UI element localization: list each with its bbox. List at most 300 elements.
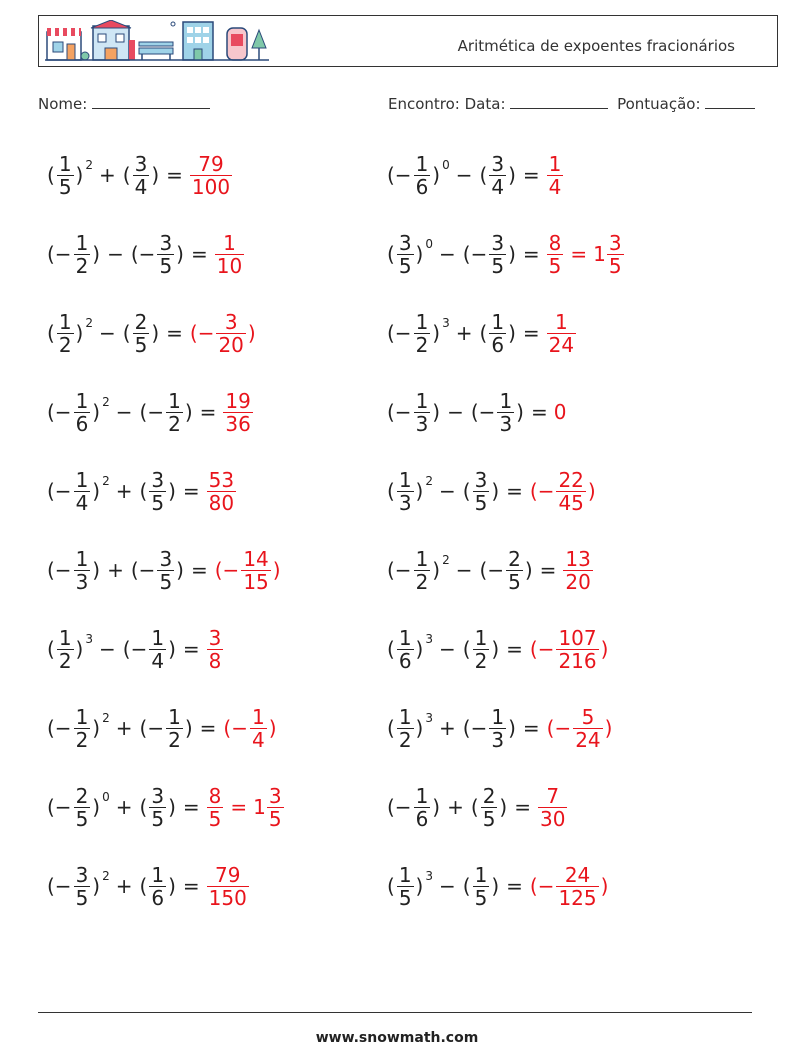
fraction: [74, 785, 91, 830]
close-paren: ): [415, 479, 424, 503]
numerator: 1: [474, 625, 488, 650]
numerator: 5: [581, 704, 595, 729]
close-paren: ): [75, 637, 84, 661]
open-paren: (: [479, 321, 488, 345]
problem: [386, 303, 577, 363]
answer: [206, 864, 250, 909]
numerator: 13: [565, 546, 591, 571]
numerator: 3: [474, 467, 488, 492]
equals-sign: =: [514, 795, 531, 819]
answer: [546, 706, 614, 751]
open-paren: (−: [546, 716, 572, 740]
problem: [46, 382, 254, 442]
close-paren: ): [499, 795, 508, 819]
close-paren: ): [491, 479, 500, 503]
equals-sign: =: [530, 400, 548, 424]
exponent: 3: [85, 632, 93, 646]
answer: [206, 627, 225, 672]
problem: [46, 224, 245, 284]
operator: +: [115, 479, 133, 503]
fraction: [414, 153, 431, 198]
close-paren: ): [176, 558, 184, 582]
open-paren: (: [387, 479, 395, 503]
denominator: 5: [134, 332, 148, 357]
denominator: 150: [208, 885, 247, 910]
equals-sign: =: [182, 795, 200, 819]
fraction: [241, 548, 270, 593]
open-paren: (−: [47, 716, 72, 740]
close-paren: ): [151, 163, 160, 187]
denominator: 20: [565, 569, 591, 594]
open-paren: (: [462, 479, 471, 503]
fraction: [215, 232, 244, 277]
close-paren: ): [432, 400, 441, 424]
fraction: [497, 390, 514, 435]
operator: −: [99, 637, 116, 661]
exponent: 3: [425, 632, 433, 646]
equals-sign: =: [506, 637, 523, 661]
fraction: [74, 706, 91, 751]
numerator: 14: [243, 546, 269, 571]
fraction: [149, 469, 166, 514]
denominator: 5: [398, 885, 412, 910]
problem: [386, 777, 568, 837]
open-paren: (: [139, 795, 148, 819]
operator: −: [439, 637, 456, 661]
fraction: [556, 469, 585, 514]
fraction: [506, 548, 523, 593]
denominator: 5: [159, 253, 173, 278]
numerator: 1: [223, 230, 236, 255]
denominator: 2: [415, 332, 429, 357]
equals-sign: =: [570, 242, 588, 266]
exponent: 2: [102, 395, 110, 409]
numerator: 1: [398, 704, 412, 729]
denominator: 100: [191, 174, 231, 199]
denominator: 2: [415, 569, 429, 594]
numerator: 1: [168, 388, 181, 413]
equals-sign: =: [166, 163, 183, 187]
open-paren: (−: [462, 242, 488, 266]
exponent: 2: [442, 553, 450, 567]
close-paren: ): [168, 795, 176, 819]
equals-sign: =: [182, 479, 200, 503]
exponent: 2: [85, 316, 93, 330]
denominator: 45: [558, 490, 584, 515]
fraction: [397, 864, 414, 909]
denominator: 4: [548, 174, 562, 199]
operator: −: [107, 242, 124, 266]
denominator: 5: [491, 253, 505, 278]
problem: [386, 619, 609, 679]
numerator: 3: [208, 625, 222, 650]
problem: [386, 461, 597, 521]
close-paren: ): [168, 874, 176, 898]
fraction: [489, 706, 506, 751]
open-paren: (−: [122, 637, 148, 661]
open-paren: (: [387, 716, 395, 740]
fraction: [216, 311, 245, 356]
fraction: [250, 706, 267, 751]
open-paren: (−: [479, 558, 505, 582]
mixed-number-answer: [593, 232, 624, 277]
open-paren: (: [462, 874, 471, 898]
open-paren: (−: [223, 716, 248, 740]
open-paren: (−: [130, 242, 156, 266]
open-paren: (−: [387, 558, 412, 582]
close-paren: ): [600, 637, 609, 661]
open-paren: (−: [47, 874, 72, 898]
denominator: 5: [482, 806, 496, 831]
fraction: [207, 785, 224, 830]
close-paren: ): [508, 321, 516, 345]
denominator: 2: [58, 648, 72, 673]
close-paren: ): [92, 795, 101, 819]
fraction: [149, 864, 166, 909]
open-paren: (−: [529, 637, 555, 661]
denominator: 5: [58, 174, 72, 199]
open-paren: (−: [47, 795, 72, 819]
problem: [46, 303, 257, 363]
denominator: 20: [218, 332, 244, 357]
equals-sign: =: [522, 716, 540, 740]
open-paren: (: [470, 795, 479, 819]
answer: [529, 864, 610, 909]
denominator: 3: [499, 411, 513, 436]
answer: [546, 232, 565, 277]
fraction: [223, 390, 252, 435]
answer: [546, 153, 565, 198]
numerator: 3: [398, 230, 412, 255]
numerator: 1: [415, 546, 429, 571]
fraction: [414, 390, 431, 435]
equals-sign: =: [539, 558, 557, 582]
open-paren: (−: [529, 479, 555, 503]
close-paren: ): [92, 874, 101, 898]
fraction: [207, 864, 249, 909]
exponent: 3: [425, 711, 433, 725]
numerator: 3: [491, 151, 505, 176]
worksheet-header: [38, 15, 778, 67]
denominator: 6: [75, 411, 89, 436]
whole-part: 1: [593, 242, 606, 266]
fraction: [267, 785, 284, 830]
denominator: 5: [508, 569, 521, 594]
problem: [386, 382, 566, 442]
numerator: 53: [208, 467, 235, 492]
numerator: 2: [508, 546, 521, 571]
open-paren: (−: [47, 400, 72, 424]
operator: +: [99, 163, 116, 187]
open-paren: (: [139, 874, 148, 898]
operator: +: [439, 716, 456, 740]
denominator: 5: [151, 490, 165, 515]
operator: +: [455, 321, 473, 345]
close-paren: ): [92, 479, 101, 503]
numerator: 3: [224, 309, 238, 334]
numerator: 1: [415, 151, 429, 176]
close-paren: ): [600, 874, 609, 898]
open-paren: (−: [387, 321, 412, 345]
operator: −: [447, 400, 464, 424]
denominator: 5: [208, 806, 222, 831]
open-paren: (: [139, 479, 148, 503]
open-paren: (−: [130, 558, 156, 582]
open-paren: (: [122, 163, 131, 187]
exponent: 2: [102, 869, 110, 883]
fraction: [166, 390, 183, 435]
numerator: 3: [159, 546, 173, 571]
operator: −: [439, 242, 456, 266]
numerator: 1: [398, 625, 412, 650]
close-paren: ): [75, 163, 84, 187]
fraction: [74, 469, 91, 514]
numerator: 1: [499, 388, 513, 413]
numerator: 3: [608, 230, 622, 255]
numerator: 1: [75, 467, 89, 492]
numerator: 1: [491, 704, 505, 729]
open-paren: (−: [47, 479, 72, 503]
denominator: 6: [398, 648, 412, 673]
fraction: [414, 548, 431, 593]
fraction: [397, 706, 414, 751]
exponent: 3: [442, 316, 450, 330]
exponent: 2: [102, 711, 110, 725]
exponent: 0: [102, 790, 110, 804]
equals-sign: =: [190, 558, 208, 582]
denominator: 2: [168, 411, 181, 436]
equals-sign: =: [230, 795, 248, 819]
operator: +: [115, 716, 133, 740]
denominator: 3: [415, 411, 429, 436]
close-paren: ): [415, 716, 424, 740]
fraction: [207, 627, 224, 672]
close-paren: ): [587, 479, 596, 503]
equals-sign: =: [506, 874, 523, 898]
fraction: [563, 548, 592, 593]
numerator: 1: [415, 309, 429, 334]
numerator: 1: [151, 862, 165, 887]
close-paren: ): [176, 242, 184, 266]
numerator: 3: [268, 783, 282, 808]
answer: [562, 548, 593, 593]
equals-sign: =: [199, 716, 217, 740]
numerator: 1: [398, 862, 412, 887]
denominator: 5: [151, 806, 165, 831]
numerator: 1: [555, 309, 568, 334]
open-paren: (−: [470, 400, 496, 424]
fraction: [74, 864, 91, 909]
numerator: 1: [58, 151, 72, 176]
date-label: Encontro: Data:: [388, 95, 506, 113]
denominator: 6: [491, 332, 505, 357]
fraction: [149, 785, 166, 830]
close-paren: ): [184, 400, 193, 424]
operator: +: [447, 795, 464, 819]
close-paren: ): [168, 479, 176, 503]
mixed-number-answer: [253, 785, 284, 830]
denominator: 5: [548, 253, 562, 278]
fraction: [166, 706, 183, 751]
open-paren: (−: [189, 321, 215, 345]
denominator: 2: [168, 727, 181, 752]
open-paren: (−: [387, 163, 412, 187]
operator: +: [115, 795, 133, 819]
fraction: [74, 390, 91, 435]
fraction: [538, 785, 567, 830]
numerator: 24: [564, 862, 591, 887]
fraction: [414, 785, 431, 830]
fraction: [157, 548, 174, 593]
denominator: 4: [134, 174, 148, 199]
exponent: 2: [425, 474, 433, 488]
numerator: 1: [415, 783, 429, 808]
equals-sign: =: [522, 242, 540, 266]
denominator: 4: [75, 490, 89, 515]
answer: [206, 469, 237, 514]
fraction: [74, 232, 91, 277]
open-paren: (−: [387, 400, 412, 424]
denominator: 5: [75, 885, 89, 910]
fraction: [556, 627, 598, 672]
denominator: 6: [415, 806, 429, 831]
equals-sign: =: [166, 321, 183, 345]
answer: [222, 706, 277, 751]
fraction: [397, 232, 414, 277]
problem: [386, 145, 564, 205]
equals-sign: =: [506, 479, 523, 503]
fraction: [489, 311, 506, 356]
denominator: 2: [75, 727, 89, 752]
footer-divider: [38, 1012, 752, 1013]
answer: [189, 311, 257, 356]
denominator: 5: [159, 569, 173, 594]
close-paren: ): [151, 321, 160, 345]
denominator: 80: [208, 490, 235, 515]
answer: [189, 153, 233, 198]
operator: −: [439, 479, 456, 503]
numerator: 1: [415, 388, 429, 413]
close-paren: ): [604, 716, 613, 740]
fraction: [547, 153, 564, 198]
open-paren: (: [47, 637, 55, 661]
open-paren: (−: [139, 716, 165, 740]
numerator: 1: [548, 151, 562, 176]
fraction: [57, 311, 74, 356]
city-buildings-logo: [45, 20, 269, 64]
answer: [206, 785, 225, 830]
fraction: [57, 627, 74, 672]
equals-sign: =: [199, 400, 217, 424]
numerator: 1: [251, 704, 265, 729]
numerator: 22: [558, 467, 584, 492]
close-paren: ): [184, 716, 193, 740]
open-paren: (: [387, 242, 395, 266]
name-blank: [92, 94, 210, 109]
fraction: [157, 232, 174, 277]
worksheet-title: Aritmética de expoentes fracionários: [457, 37, 735, 55]
open-paren: (: [479, 163, 488, 187]
open-paren: (: [47, 163, 55, 187]
numerator: 2: [75, 783, 89, 808]
close-paren: ): [491, 637, 500, 661]
fraction: [473, 864, 490, 909]
operator: −: [439, 874, 456, 898]
denominator: 5: [75, 806, 89, 831]
numerator: 7: [546, 783, 560, 808]
numerator: 79: [198, 151, 224, 176]
denominator: 5: [268, 806, 282, 831]
open-paren: (−: [462, 716, 488, 740]
operator: −: [115, 400, 133, 424]
numerator: 8: [208, 783, 222, 808]
fraction: [397, 469, 414, 514]
numerator: 8: [548, 230, 562, 255]
fraction: [397, 627, 414, 672]
problem: [46, 540, 282, 600]
numerator: 79: [215, 862, 241, 887]
close-paren: ): [432, 321, 441, 345]
numerator: 1: [58, 309, 72, 334]
close-paren: ): [75, 321, 84, 345]
problem: [386, 224, 625, 284]
denominator: 216: [558, 648, 597, 673]
numerator: 1: [474, 862, 488, 887]
open-paren: (: [387, 874, 395, 898]
close-paren: ): [508, 716, 516, 740]
problem: [46, 145, 233, 205]
fraction: [473, 627, 490, 672]
operator: −: [455, 163, 473, 187]
denominator: 4: [251, 727, 265, 752]
numerator: 3: [491, 230, 505, 255]
fraction: [133, 311, 150, 356]
footer-website: www.snowmath.com: [315, 1030, 479, 1046]
numerator: 1: [398, 467, 412, 492]
answer: [537, 785, 568, 830]
fraction: [74, 548, 91, 593]
close-paren: ): [268, 716, 277, 740]
numerator: 3: [134, 151, 148, 176]
numerator: 1: [75, 546, 89, 571]
equals-sign: =: [522, 163, 540, 187]
denominator: 4: [491, 174, 505, 199]
fraction: [547, 232, 564, 277]
equals-sign: =: [182, 874, 200, 898]
denominator: 24: [548, 332, 575, 357]
close-paren: ): [92, 400, 101, 424]
fraction: [414, 311, 431, 356]
denominator: 15: [243, 569, 269, 594]
denominator: 5: [398, 253, 412, 278]
problem: [46, 698, 278, 758]
problem: [386, 856, 609, 916]
fraction: [190, 153, 232, 198]
fraction: [489, 232, 506, 277]
denominator: 10: [216, 253, 243, 278]
fraction: [133, 153, 150, 198]
problem: [46, 856, 250, 916]
denominator: 2: [58, 332, 72, 357]
close-paren: ): [508, 242, 516, 266]
fraction: [473, 469, 490, 514]
close-paren: ): [247, 321, 256, 345]
denominator: 8: [208, 648, 222, 673]
open-paren: (: [462, 637, 471, 661]
denominator: 6: [151, 885, 165, 910]
numerator: 1: [58, 625, 72, 650]
denominator: 5: [474, 490, 488, 515]
